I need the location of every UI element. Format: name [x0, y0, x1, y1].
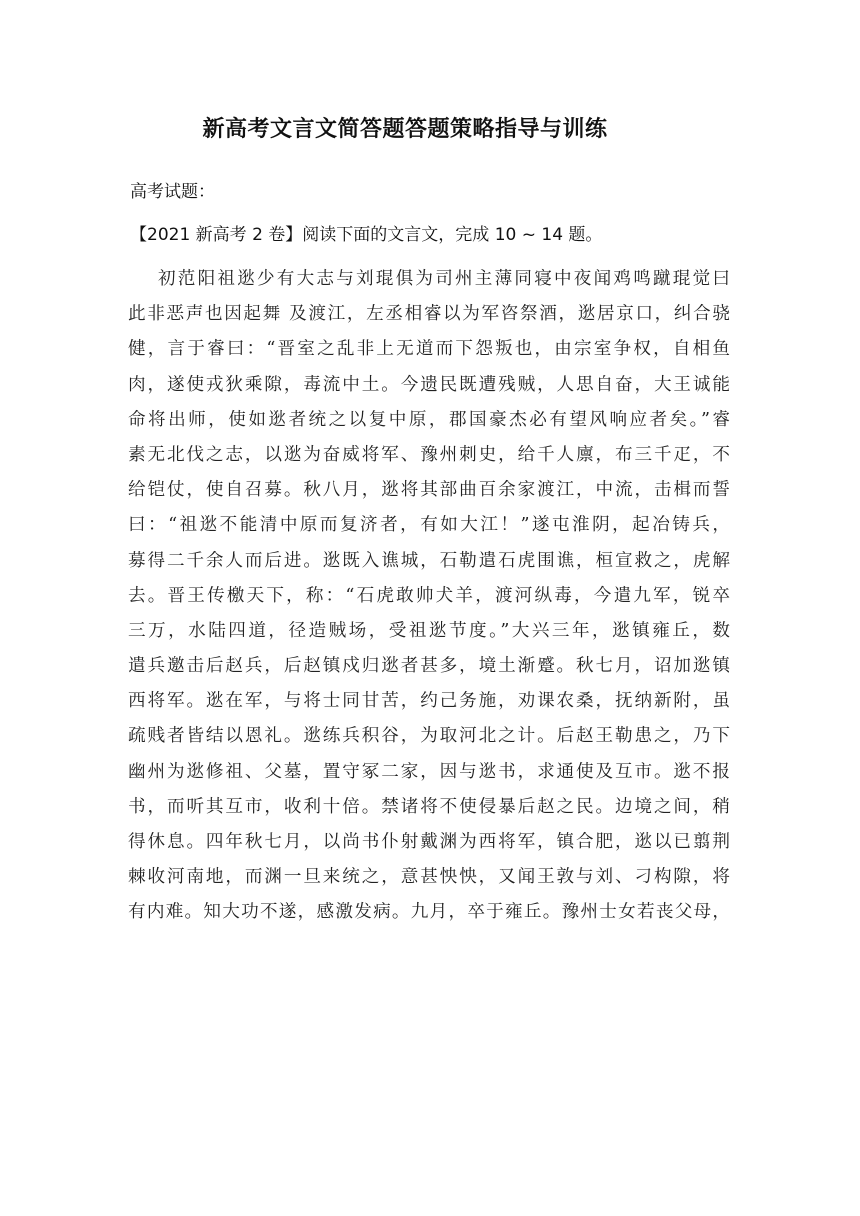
passage-line: 书，而听其互市，收利十倍。禁诸将不使侵暴后赵之民。边境之间，稍 — [128, 796, 730, 817]
passage-line: 募得二千余人而后进。逖既入谯城，石勒遣石虎围谯，桓宣救之，虎解 — [128, 550, 730, 571]
passage-line: 肉，遂使戎狄乘隙，毒流中土。今遗民既遭残贼，人思自奋，大王诚能 — [128, 374, 730, 395]
passage-line: 去。晋王传檄天下，称：“石虎敢帅犬羊，渡河纵毒，今遣九军，锐卒 — [128, 585, 730, 606]
section-subheading: 高考试题： — [130, 182, 215, 202]
classical-chinese-passage — [128, 262, 730, 931]
passage-line: 三万，水陆四道，径造贼场，受祖逖节度。”大兴三年，逖镇雍丘，数 — [128, 620, 730, 641]
passage-line: 初范阳祖逖少有大志与刘琨俱为司州主薄同寝中夜闻鸡鸣蹴琨觉曰 — [158, 269, 730, 289]
passage-line: 曰：“祖逖不能清中原而复济者，有如大江！”遂屯淮阴，起冶铸兵， — [128, 515, 730, 536]
document-title: 新高考文言文简答题答题策略指导与训练 — [202, 117, 608, 142]
passage-line: 棘收河南地，而渊一旦来统之，意甚怏怏，又闻王敦与刘、刁构隙，将 — [128, 867, 730, 888]
passage-line: 疏贱者皆结以恩礼。逖练兵积谷，为取河北之计。后赵王勒患之，乃下 — [128, 726, 730, 747]
passage-line: 健，言于睿曰：“晋室之乱非上无道而下怨叛也，由宗室争权，自相鱼 — [128, 339, 730, 360]
question-heading: 【2021 新高考 2 卷】阅读下面的文言文，完成 10 ~ 14 题。 — [130, 225, 603, 245]
passage-line: 西将军。逖在军，与将士同甘苦，约己务施，劝课农桑，抚纳新附，虽 — [128, 691, 730, 712]
passage-line: 此非恶声也因起舞 及渡江，左丞相睿以为军咨祭酒，逖居京口，纠合骁 — [128, 304, 730, 325]
passage-line: 遣兵邀击后赵兵，后赵镇戍归逖者甚多，境土渐蹙。秋七月，诏加逖镇 — [128, 656, 730, 677]
passage-line: 命将出师，使如逖者统之以复中原，郡国豪杰必有望风响应者矣。”睿 — [128, 409, 730, 430]
passage-line: 素无北伐之志，以逖为奋威将军、豫州刺史，给千人廪，布三千疋，不 — [128, 444, 730, 465]
passage-line: 给铠仗，使自召募。秋八月，逖将其部曲百余家渡江，中流，击楫而誓 — [128, 480, 730, 501]
passage-line: 幽州为逖修祖、父墓，置守冢二家，因与逖书，求通使及互市。逖不报 — [128, 761, 730, 782]
passage-line: 得休息。四年秋七月，以尚书仆射戴渊为西将军，镇合肥，逖以已翦荆 — [128, 832, 730, 852]
passage-line: 有内难。知大功不遂，感激发病。九月，卒于雍丘。豫州士女若丧父母， — [128, 902, 730, 923]
